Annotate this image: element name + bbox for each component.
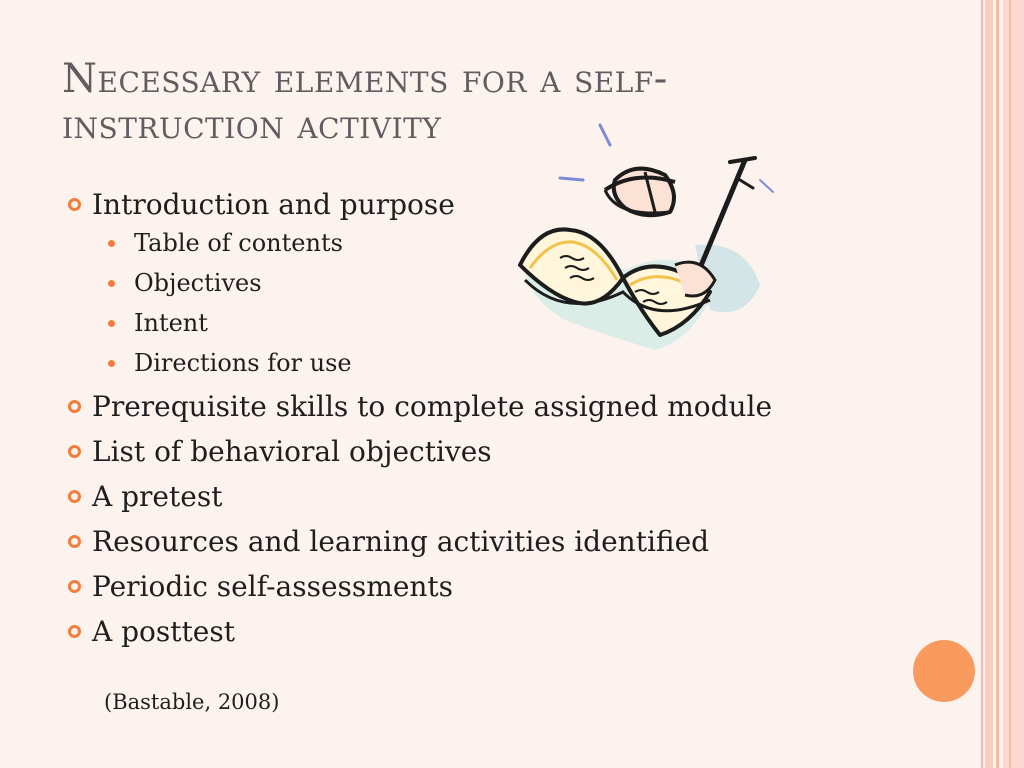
bullet-text: Prerequisite skills to complete assigned module <box>92 390 773 423</box>
ring-bullet-icon <box>68 490 81 503</box>
decor-circle <box>913 640 975 702</box>
ring-bullet-icon <box>68 625 81 638</box>
book-and-bell-clipart <box>505 120 785 370</box>
dot-bullet-icon <box>108 280 115 287</box>
bullet-item <box>62 429 962 474</box>
ring-bullet-icon <box>68 580 81 593</box>
sub-bullet-text: Directions for use <box>134 349 352 377</box>
bullet-text: Introduction and purpose <box>92 188 455 221</box>
decor-stripe <box>981 0 983 768</box>
dot-bullet-icon <box>108 320 115 327</box>
decor-stripe <box>1003 0 1024 768</box>
citation: (Bastable, 2008) <box>104 690 280 714</box>
dot-bullet-icon <box>108 360 115 367</box>
bullet-item <box>62 564 962 609</box>
bullet-text: A posttest <box>92 615 235 648</box>
decor-stripe <box>1009 0 1011 768</box>
bullet-text: List of behavioral objectives <box>92 435 492 468</box>
bullet-item <box>62 474 962 519</box>
decor-stripe <box>985 0 993 768</box>
bullet-item <box>62 609 962 654</box>
bullet-item <box>62 519 962 564</box>
ring-bullet-icon <box>68 535 81 548</box>
bullet-text: Periodic self-assessments <box>92 570 454 603</box>
sub-bullet-text: Intent <box>134 309 208 337</box>
slide-title: Necessary elements for a self-instruction activity <box>62 56 668 148</box>
bullet-item <box>62 384 962 429</box>
ring-bullet-icon <box>68 400 81 413</box>
bullet-text: Resources and learning activities identified <box>92 525 710 558</box>
dot-bullet-icon <box>108 240 115 247</box>
sub-bullet-text: Objectives <box>134 269 262 297</box>
bullet-text: A pretest <box>92 480 223 513</box>
ring-bullet-icon <box>68 198 81 211</box>
sub-bullet-text: Table of contents <box>134 229 343 257</box>
ring-bullet-icon <box>68 445 81 458</box>
decor-stripe <box>996 0 999 768</box>
